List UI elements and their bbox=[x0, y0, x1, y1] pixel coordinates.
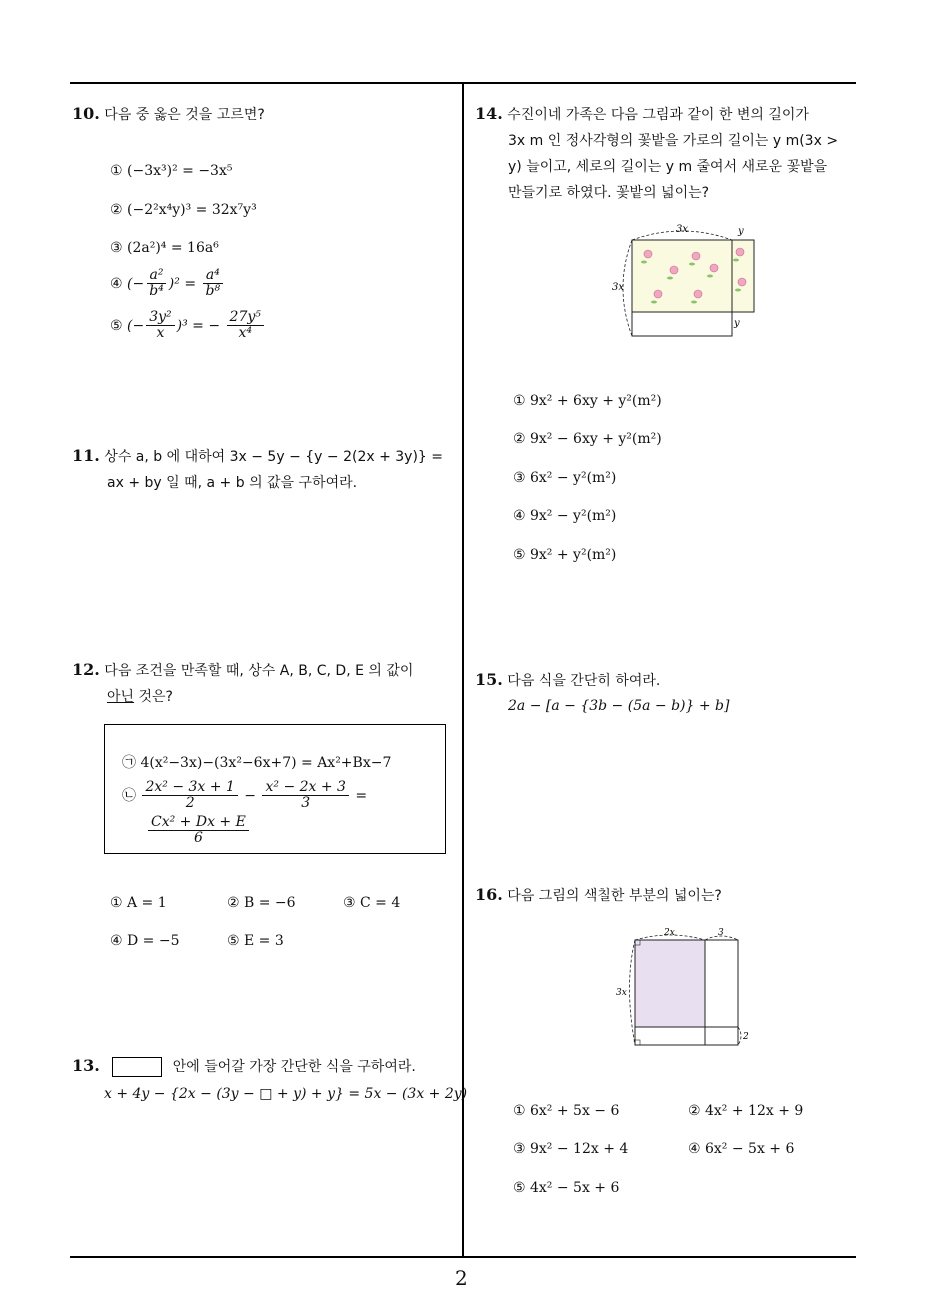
q10-option-2[interactable]: ② (−2²x⁴y)³ = 32x⁷y³ bbox=[110, 202, 257, 218]
flower-garden-figure bbox=[600, 218, 770, 348]
fraction: $\frac{\text{a⁴}}{\text{b⁸}}$ bbox=[203, 268, 224, 300]
fraction: $\frac{\text{Cx² + Dx + E}}{6}$ bbox=[148, 815, 249, 847]
question-text: 상수 a, b 에 대하여 3x − 5y − {y − 2(2x + 3y)} = bbox=[104, 449, 444, 465]
fig-right-label: y bbox=[738, 226, 744, 237]
question-text: 다음 그림의 색칠한 부분의 넓이는? bbox=[507, 888, 722, 904]
q16-option-2[interactable]: ② 4x² + 12x + 9 bbox=[688, 1103, 804, 1119]
q10-option-1[interactable]: ① (−3x³)² = −3x⁵ bbox=[110, 163, 233, 179]
question-15 bbox=[475, 670, 660, 690]
q14-option-2[interactable]: ② 9x² − 6xy + y²(m²) bbox=[513, 431, 662, 447]
q16-option-4[interactable]: ④ 6x² − 5x + 6 bbox=[688, 1141, 795, 1157]
question-text: 수진이네 가족은 다음 그림과 같이 한 변의 길이가 bbox=[507, 107, 809, 123]
q14-option-5[interactable]: ⑤ 9x² + y²(m²) bbox=[513, 547, 617, 563]
condition-2: ㉡ $\frac{\text{2x² − 3x + 1}}{2}$ − $\frac{\text{x² − 2x + 3}}{3}$ = bbox=[122, 779, 368, 812]
fig-top-label-2: 3 bbox=[718, 928, 724, 938]
fig-left-label: 3x bbox=[612, 282, 625, 293]
q12-option-5[interactable]: ⑤ E = 3 bbox=[227, 933, 284, 949]
question-text-line3: y) 늘이고, 세로의 길이는 y m 줄여서 새로운 꽃밭을 bbox=[508, 159, 828, 175]
column-divider bbox=[462, 82, 464, 1258]
q16-option-3[interactable]: ③ 9x² − 12x + 4 bbox=[513, 1141, 629, 1157]
q16-option-1[interactable]: ① 6x² + 5x − 6 bbox=[513, 1103, 620, 1119]
question-number: 16. bbox=[475, 885, 503, 904]
fig-left-label: 3x bbox=[616, 988, 627, 998]
fig-bottom-label: y bbox=[734, 318, 740, 329]
fraction: $\frac{\text{x² − 2x + 3}}{3}$ bbox=[262, 780, 348, 812]
fraction: $\frac{\text{27y⁵}}{\text{x⁴}}$ bbox=[227, 310, 264, 342]
shaded-area-figure bbox=[610, 925, 760, 1050]
fraction: $\frac{\text{3y²}}{x}$ bbox=[146, 310, 174, 342]
q14-option-3[interactable]: ③ 6x² − y²(m²) bbox=[513, 470, 617, 486]
question-number: 13. bbox=[72, 1056, 100, 1075]
question-text-line4: 만들기로 하였다. 꽃밭의 넓이는? bbox=[508, 185, 710, 201]
question-12 bbox=[72, 660, 413, 680]
q14-option-4[interactable]: ④ 9x² − y²(m²) bbox=[513, 508, 617, 524]
question-10 bbox=[72, 104, 265, 124]
q12-option-2[interactable]: ② B = −6 bbox=[227, 895, 296, 911]
question-text-line2: 3x m 인 정사각형의 꽃밭을 가로의 길이는 y m(3x > bbox=[508, 133, 839, 149]
condition-2-rhs bbox=[146, 815, 251, 847]
q14-option-1[interactable]: ① 9x² + 6xy + y²(m²) bbox=[513, 393, 662, 409]
q10-option-5[interactable]: ⑤ (− $\frac{\text{3y²}}{x}$ )³ = − $\frac{\text{27y⁵}}{\text{x⁴}}$ bbox=[110, 310, 266, 342]
fraction: $\frac{\text{2x² − 3x + 1}}{2}$ bbox=[142, 780, 237, 812]
page-number: 2 bbox=[455, 1266, 468, 1290]
q12-option-3[interactable]: ③ C = 4 bbox=[343, 895, 401, 911]
question-number: 12. bbox=[72, 660, 100, 679]
fig-right-label: 2 bbox=[743, 1032, 749, 1042]
condition-1: ㉠ 4(x²−3x)−(3x²−6x+7) = Ax²+Bx−7 bbox=[122, 755, 392, 771]
q10-option-4[interactable]: ④ (− $\frac{\text{a²}}{\text{b⁴}}$ )² = $\frac{\text{a⁴}}{\text{b⁸}}$ bbox=[110, 268, 225, 300]
question-number: 10. bbox=[72, 104, 100, 123]
blank-box bbox=[112, 1057, 162, 1077]
question-text: 다음 식을 간단히 하여라. bbox=[507, 673, 661, 689]
question-text: 안에 들어갈 가장 간단한 식을 구하여라. bbox=[172, 1059, 416, 1075]
question-number: 15. bbox=[475, 670, 503, 689]
q10-option-3[interactable]: ③ (2a²)⁴ = 16a⁶ bbox=[110, 240, 219, 256]
question-11 bbox=[72, 446, 443, 466]
q12-option-1[interactable]: ① A = 1 bbox=[110, 895, 167, 911]
question-16 bbox=[475, 885, 722, 905]
equation: x + 4y − {2x − (3y − □ + y) + y} = 5x − (3x + 2y) bbox=[104, 1086, 468, 1102]
question-14 bbox=[475, 104, 809, 124]
question-text-line2: 아닌 것은? bbox=[107, 689, 173, 705]
q12-option-4[interactable]: ④ D = −5 bbox=[110, 933, 180, 949]
question-text: 다음 중 옳은 것을 고르면? bbox=[104, 107, 265, 123]
question-13 bbox=[72, 1056, 416, 1077]
question-number: 14. bbox=[475, 104, 503, 123]
question-number: 11. bbox=[72, 446, 100, 465]
q16-option-5[interactable]: ⑤ 4x² − 5x + 6 bbox=[513, 1180, 620, 1196]
fraction: $\frac{\text{a²}}{\text{b⁴}}$ bbox=[146, 268, 167, 300]
question-text: 다음 조건을 만족할 때, 상수 A, B, C, D, E 의 값이 bbox=[104, 663, 414, 679]
fig-top-label: 3x bbox=[676, 224, 689, 235]
equation: 2a − [a − {3b − (5a − b)} + b] bbox=[508, 698, 730, 714]
fig-top-label-1: 2x bbox=[664, 928, 675, 938]
question-text-line2: ax + by 일 때, a + b 의 값을 구하여라. bbox=[107, 475, 358, 491]
